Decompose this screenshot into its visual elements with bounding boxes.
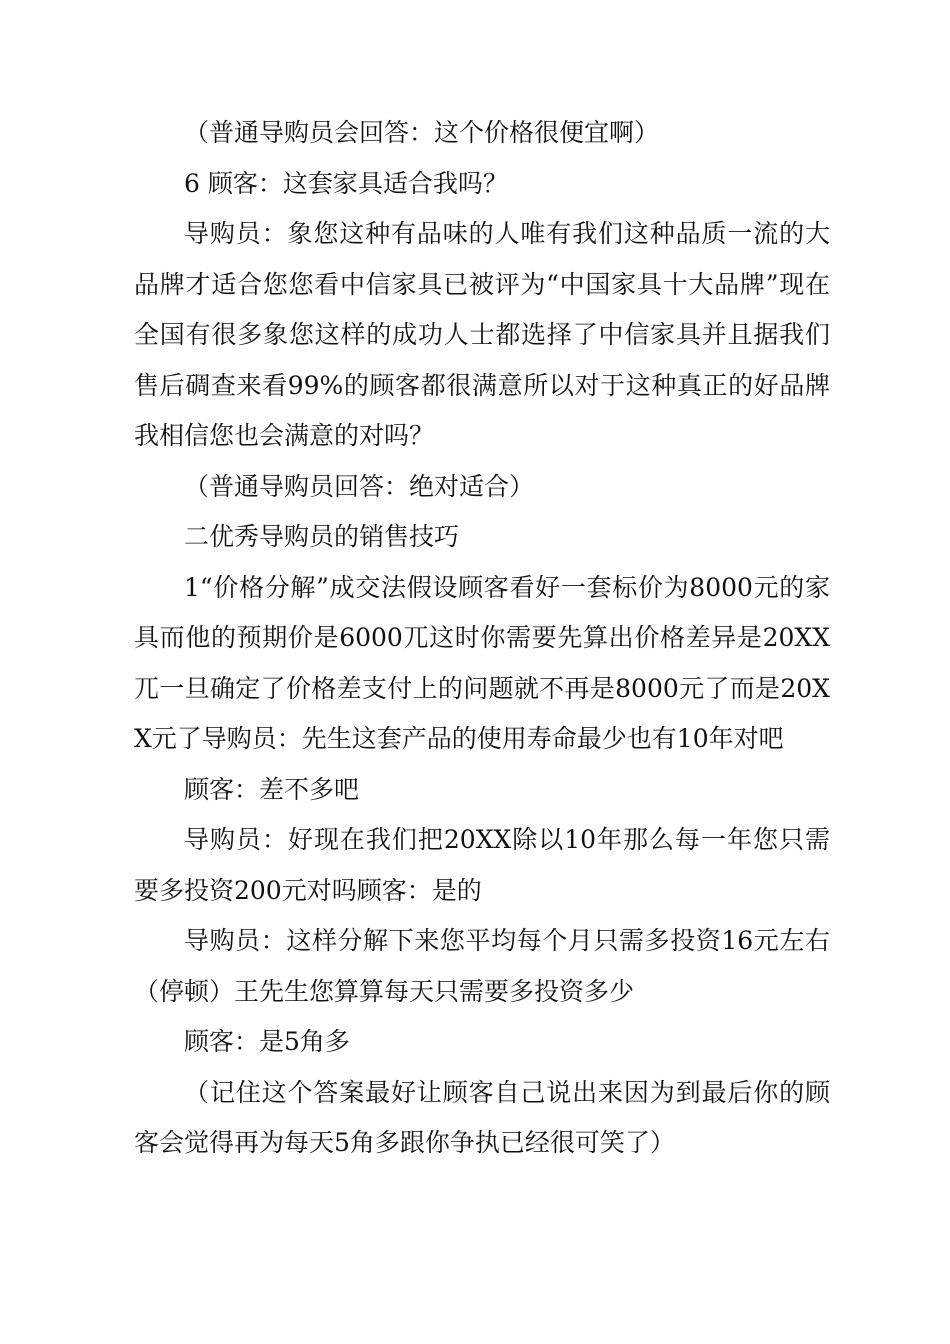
paragraph-note-remember: （记住这个答案最好让顾客自己说出来因为到最后你的顾客会觉得再为每天5角多跟你争执已经很可笑了） [134, 1077, 830, 1157]
paragraph-customer-reply-1: 顾客：差不多吧 [184, 774, 360, 804]
paragraph-guide-per-month: 导购员：这样分解下来您平均每个月只需多投资16元左右（停顿）王先生您算算每天只需要多投资多少 [134, 926, 830, 1006]
paragraph-ordinary-answer-suitable: （普通导购员回答：绝对适合） [184, 471, 535, 501]
section-heading-sales-skills: 二优秀导购员的销售技巧 [184, 522, 460, 551]
paragraph-ordinary-answer-price: （普通导购员会回答：这个价格很便宜啊） [184, 118, 660, 147]
paragraph-customer-reply-2: 顾客：是5角多 [184, 1027, 350, 1056]
paragraph-guide-answer-brand: 导购员：象您这种有品味的人唯有我们这种品质一流的大品牌才适合您您看中信家具已被评为“中国家具十大品牌”现在全国有很多象您这样的成功人士都选择了中信家具并且据我们售后碉查来看99%的顾客都很满意所以对于这种真正的好品牌我相信您也会满意的对吗？ [134, 219, 830, 450]
paragraph-price-breakdown-method: 1“价格分解”成交法假设顾客看好一套标价为8000元的家具而他的预期价是6000兀这时你需要先算出价格差异是20XX兀一旦确定了价格差支付上的问题就不再是8000元了而是20XX元了导购员：先生这套产品的使用寿命最少也有10年对吧 [134, 572, 830, 753]
paragraph-guide-per-year: 导购员：好现在我们把20XX除以10年那么每一年您只需要多投资200元对吗顾客：是的 [134, 825, 830, 905]
document-page [134, 108, 830, 1169]
paragraph-customer-question-6: 6 顾客：这套家具适合我吗？ [184, 168, 508, 198]
